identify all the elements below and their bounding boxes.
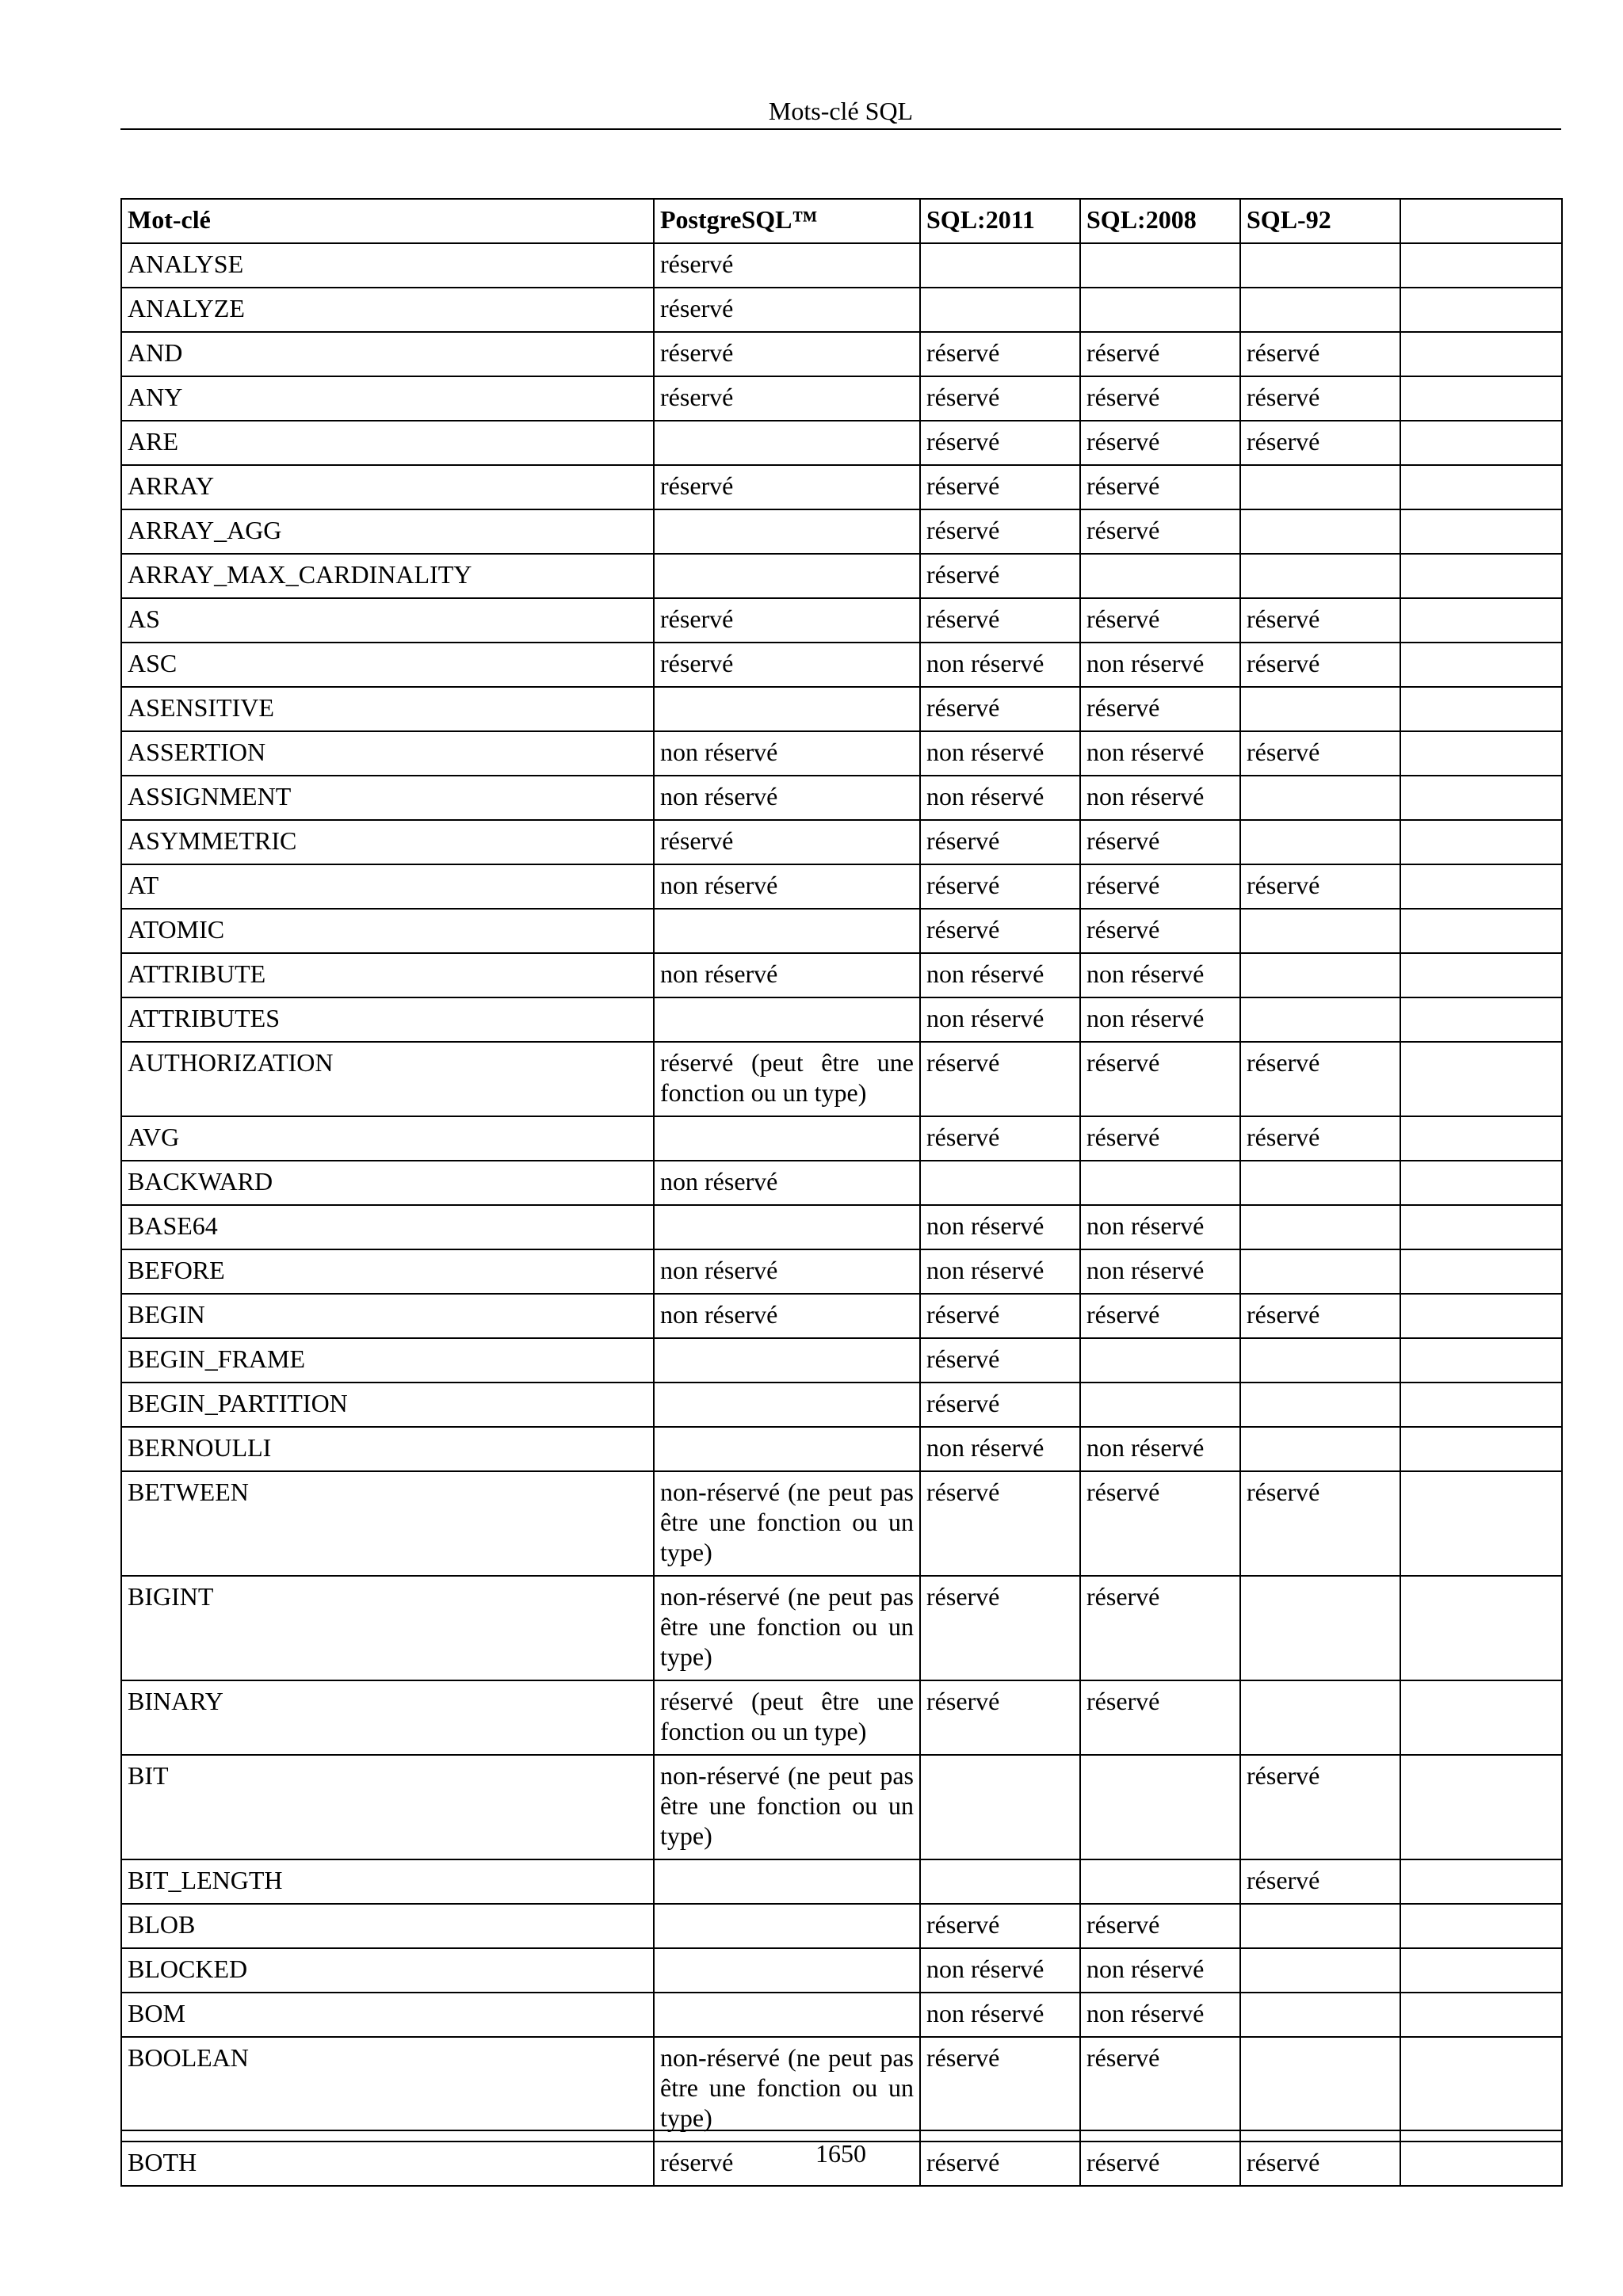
keyword-cell: BEFORE — [121, 1249, 654, 1294]
table-row — [121, 332, 1562, 376]
table-row — [121, 776, 1562, 820]
sql2011-cell: non réservé — [920, 997, 1080, 1042]
extra-cell — [1400, 376, 1562, 421]
extra-cell — [1400, 731, 1562, 776]
sql92-cell — [1240, 1948, 1400, 1993]
sql2008-cell — [1080, 1755, 1240, 1859]
sql92-cell: réservé — [1240, 643, 1400, 687]
sql2008-cell: réservé — [1080, 820, 1240, 864]
sql2011-cell: réservé — [920, 2142, 1080, 2186]
extra-cell — [1400, 643, 1562, 687]
keyword-cell: ARE — [121, 421, 654, 465]
sql-keywords-table — [120, 198, 1563, 2187]
extra-cell — [1400, 1948, 1562, 1993]
postgresql-cell — [654, 1205, 920, 1249]
keyword-cell: ASSIGNMENT — [121, 776, 654, 820]
extra-cell — [1400, 243, 1562, 288]
table-row — [121, 509, 1562, 554]
extra-cell — [1400, 909, 1562, 953]
table-row — [121, 1427, 1562, 1471]
sql2008-cell: réservé — [1080, 509, 1240, 554]
sql92-cell — [1240, 1338, 1400, 1383]
sql2008-cell: réservé — [1080, 1294, 1240, 1338]
keyword-cell: BLOCKED — [121, 1948, 654, 1993]
sql2008-cell: réservé — [1080, 465, 1240, 509]
postgresql-cell: non réservé — [654, 731, 920, 776]
sql2011-cell: réservé — [920, 1042, 1080, 1116]
sql2008-cell — [1080, 1383, 1240, 1427]
header-rule — [120, 128, 1561, 130]
sql2011-cell: non réservé — [920, 643, 1080, 687]
postgresql-cell: réservé — [654, 643, 920, 687]
sql2008-cell: réservé — [1080, 687, 1240, 731]
sql2008-cell — [1080, 1161, 1240, 1205]
postgresql-cell: non-réservé (ne peut pas être une fonction ou un type) — [654, 1576, 920, 1680]
column-header-keyword: Mot-clé — [121, 199, 654, 243]
keyword-cell: BEGIN_PARTITION — [121, 1383, 654, 1427]
sql2011-cell: réservé — [920, 598, 1080, 643]
keyword-cell: ASENSITIVE — [121, 687, 654, 731]
extra-cell — [1400, 465, 1562, 509]
extra-cell — [1400, 1427, 1562, 1471]
sql92-cell: réservé — [1240, 1294, 1400, 1338]
sql2008-cell: réservé — [1080, 1680, 1240, 1755]
keyword-cell: ARRAY_AGG — [121, 509, 654, 554]
column-header-sql92: SQL-92 — [1240, 199, 1400, 243]
postgresql-cell: non réservé — [654, 1294, 920, 1338]
postgresql-cell — [654, 1993, 920, 2037]
sql2011-cell: réservé — [920, 864, 1080, 909]
sql2008-cell: réservé — [1080, 598, 1240, 643]
keyword-cell: BERNOULLI — [121, 1427, 654, 1471]
sql2011-cell: réservé — [920, 1116, 1080, 1161]
sql92-cell — [1240, 1427, 1400, 1471]
keyword-cell: BASE64 — [121, 1205, 654, 1249]
table-body — [121, 243, 1562, 2186]
column-header-postgresql: PostgreSQL™ — [654, 199, 920, 243]
sql2011-cell: réservé — [920, 1338, 1080, 1383]
sql2011-cell: réservé — [920, 1576, 1080, 1680]
postgresql-cell: réservé — [654, 376, 920, 421]
postgresql-cell: réservé — [654, 288, 920, 332]
keyword-cell: BLOB — [121, 1904, 654, 1948]
sql92-cell: réservé — [1240, 421, 1400, 465]
sql2011-cell: réservé — [920, 554, 1080, 598]
table-row — [121, 1042, 1562, 1116]
extra-cell — [1400, 554, 1562, 598]
table-row — [121, 909, 1562, 953]
sql92-cell — [1240, 953, 1400, 997]
table-row — [121, 465, 1562, 509]
postgresql-cell: réservé (peut être une fonction ou un type) — [654, 1680, 920, 1755]
extra-cell — [1400, 864, 1562, 909]
postgresql-cell — [654, 909, 920, 953]
sql2011-cell — [920, 243, 1080, 288]
sql92-cell: réservé — [1240, 731, 1400, 776]
sql2008-cell: réservé — [1080, 864, 1240, 909]
keyword-cell: ATOMIC — [121, 909, 654, 953]
keyword-cell: ANALYSE — [121, 243, 654, 288]
sql2011-cell: réservé — [920, 909, 1080, 953]
keyword-cell: BEGIN — [121, 1294, 654, 1338]
extra-cell — [1400, 1042, 1562, 1116]
keyword-cell: BIT_LENGTH — [121, 1859, 654, 1904]
table-row — [121, 1338, 1562, 1383]
sql2008-cell: réservé — [1080, 2142, 1240, 2186]
sql2008-cell: réservé — [1080, 909, 1240, 953]
sql92-cell — [1240, 776, 1400, 820]
keyword-cell: AUTHORIZATION — [121, 1042, 654, 1116]
sql92-cell — [1240, 1904, 1400, 1948]
sql2008-cell: réservé — [1080, 1904, 1240, 1948]
sql2008-cell — [1080, 554, 1240, 598]
sql2008-cell: réservé — [1080, 421, 1240, 465]
postgresql-cell: non réservé — [654, 1249, 920, 1294]
extra-cell — [1400, 509, 1562, 554]
sql92-cell: réservé — [1240, 1859, 1400, 1904]
sql2008-cell — [1080, 243, 1240, 288]
sql2008-cell — [1080, 288, 1240, 332]
sql92-cell — [1240, 509, 1400, 554]
postgresql-cell: non réservé — [654, 1161, 920, 1205]
keyword-cell: BOOLEAN — [121, 2037, 654, 2142]
table-row — [121, 421, 1562, 465]
sql2011-cell: non réservé — [920, 1249, 1080, 1294]
sql92-cell: réservé — [1240, 1116, 1400, 1161]
sql2011-cell — [920, 1859, 1080, 1904]
keyword-cell: ASYMMETRIC — [121, 820, 654, 864]
footer-rule — [120, 2130, 1561, 2131]
sql2008-cell: non réservé — [1080, 1993, 1240, 2037]
extra-cell — [1400, 2037, 1562, 2142]
sql2011-cell — [920, 1755, 1080, 1859]
extra-cell — [1400, 1904, 1562, 1948]
sql92-cell — [1240, 465, 1400, 509]
sql2011-cell — [920, 1161, 1080, 1205]
keyword-cell: BOM — [121, 1993, 654, 2037]
column-header-sql2008: SQL:2008 — [1080, 199, 1240, 243]
sql92-cell — [1240, 288, 1400, 332]
sql2011-cell: réservé — [920, 465, 1080, 509]
postgresql-cell — [654, 1427, 920, 1471]
sql92-cell — [1240, 243, 1400, 288]
postgresql-cell — [654, 1859, 920, 1904]
sql2008-cell: réservé — [1080, 1042, 1240, 1116]
keyword-cell: BINARY — [121, 1680, 654, 1755]
sql2011-cell: réservé — [920, 1471, 1080, 1576]
postgresql-cell — [654, 997, 920, 1042]
sql2008-cell: réservé — [1080, 376, 1240, 421]
keyword-cell: ASC — [121, 643, 654, 687]
extra-cell — [1400, 1294, 1562, 1338]
sql2011-cell: non réservé — [920, 731, 1080, 776]
table-row — [121, 820, 1562, 864]
keyword-cell: ARRAY_MAX_CARDINALITY — [121, 554, 654, 598]
sql92-cell: réservé — [1240, 2142, 1400, 2186]
table-row — [121, 997, 1562, 1042]
sql2008-cell: non réservé — [1080, 997, 1240, 1042]
sql2008-cell: non réservé — [1080, 731, 1240, 776]
sql2008-cell: réservé — [1080, 1471, 1240, 1576]
table-row — [121, 288, 1562, 332]
keyword-cell: ATTRIBUTES — [121, 997, 654, 1042]
sql2011-cell: non réservé — [920, 1427, 1080, 1471]
table-row — [121, 1116, 1562, 1161]
sql2008-cell: non réservé — [1080, 1427, 1240, 1471]
column-header-sql2011: SQL:2011 — [920, 199, 1080, 243]
table-row — [121, 1993, 1562, 2037]
sql92-cell: réservé — [1240, 598, 1400, 643]
table-row — [121, 731, 1562, 776]
postgresql-cell — [654, 421, 920, 465]
sql2011-cell: non réservé — [920, 1205, 1080, 1249]
table-row — [121, 864, 1562, 909]
extra-cell — [1400, 598, 1562, 643]
sql2008-cell: non réservé — [1080, 776, 1240, 820]
sql92-cell — [1240, 1161, 1400, 1205]
postgresql-cell — [654, 687, 920, 731]
keyword-cell: AND — [121, 332, 654, 376]
table-row — [121, 1471, 1562, 1576]
extra-cell — [1400, 820, 1562, 864]
table-row — [121, 1205, 1562, 1249]
postgresql-cell: non-réservé (ne peut pas être une fonction ou un type) — [654, 1755, 920, 1859]
table-row — [121, 598, 1562, 643]
extra-cell — [1400, 1205, 1562, 1249]
sql92-cell — [1240, 1993, 1400, 2037]
keyword-cell: ATTRIBUTE — [121, 953, 654, 997]
table-row — [121, 376, 1562, 421]
sql92-cell — [1240, 1576, 1400, 1680]
sql2011-cell: réservé — [920, 2037, 1080, 2142]
keyword-cell: ASSERTION — [121, 731, 654, 776]
keyword-cell: ARRAY — [121, 465, 654, 509]
table-row — [121, 1383, 1562, 1427]
sql2011-cell: non réservé — [920, 1948, 1080, 1993]
table-row — [121, 643, 1562, 687]
postgresql-cell — [654, 1904, 920, 1948]
sql2011-cell: réservé — [920, 1383, 1080, 1427]
sql2011-cell — [920, 288, 1080, 332]
postgresql-cell: réservé — [654, 598, 920, 643]
sql92-cell: réservé — [1240, 864, 1400, 909]
keyword-cell: ANALYZE — [121, 288, 654, 332]
column-header-extra — [1400, 199, 1562, 243]
sql92-cell — [1240, 1383, 1400, 1427]
table-header-row — [121, 199, 1562, 243]
sql2008-cell: non réservé — [1080, 1205, 1240, 1249]
sql92-cell: réservé — [1240, 376, 1400, 421]
sql2011-cell: réservé — [920, 1904, 1080, 1948]
sql92-cell: réservé — [1240, 1042, 1400, 1116]
postgresql-cell — [654, 1338, 920, 1383]
extra-cell — [1400, 1161, 1562, 1205]
sql2011-cell: non réservé — [920, 953, 1080, 997]
sql2011-cell: réservé — [920, 376, 1080, 421]
sql2011-cell: réservé — [920, 687, 1080, 731]
extra-cell — [1400, 332, 1562, 376]
table-row — [121, 243, 1562, 288]
extra-cell — [1400, 1338, 1562, 1383]
table-row — [121, 1755, 1562, 1859]
postgresql-cell: réservé — [654, 2142, 920, 2186]
extra-cell — [1400, 1680, 1562, 1755]
sql2011-cell: réservé — [920, 1294, 1080, 1338]
table-row — [121, 1680, 1562, 1755]
sql2008-cell: réservé — [1080, 1576, 1240, 1680]
table-row — [121, 1161, 1562, 1205]
extra-cell — [1400, 1383, 1562, 1427]
table-row — [121, 1249, 1562, 1294]
postgresql-cell: non réservé — [654, 953, 920, 997]
postgresql-cell: réservé — [654, 465, 920, 509]
sql2008-cell: réservé — [1080, 332, 1240, 376]
sql92-cell: réservé — [1240, 1755, 1400, 1859]
postgresql-cell — [654, 509, 920, 554]
extra-cell — [1400, 1116, 1562, 1161]
sql2008-cell: non réservé — [1080, 1948, 1240, 1993]
postgresql-cell — [654, 1383, 920, 1427]
table-row — [121, 1859, 1562, 1904]
keyword-cell: BETWEEN — [121, 1471, 654, 1576]
sql2011-cell: réservé — [920, 421, 1080, 465]
sql92-cell — [1240, 1680, 1400, 1755]
sql2011-cell: réservé — [920, 509, 1080, 554]
extra-cell — [1400, 1249, 1562, 1294]
extra-cell — [1400, 1755, 1562, 1859]
extra-cell — [1400, 1471, 1562, 1576]
sql2008-cell: non réservé — [1080, 1249, 1240, 1294]
table-row — [121, 1576, 1562, 1680]
sql92-cell — [1240, 687, 1400, 731]
sql2008-cell: réservé — [1080, 1116, 1240, 1161]
table-row — [121, 687, 1562, 731]
sql92-cell — [1240, 1205, 1400, 1249]
table-row — [121, 1294, 1562, 1338]
sql92-cell — [1240, 909, 1400, 953]
keyword-cell: BACKWARD — [121, 1161, 654, 1205]
sql92-cell — [1240, 997, 1400, 1042]
keyword-cell: AS — [121, 598, 654, 643]
keyword-cell: AVG — [121, 1116, 654, 1161]
table-row — [121, 953, 1562, 997]
extra-cell — [1400, 1993, 1562, 2037]
postgresql-cell: réservé (peut être une fonction ou un type) — [654, 1042, 920, 1116]
sql92-cell — [1240, 2037, 1400, 2142]
sql2011-cell: non réservé — [920, 1993, 1080, 2037]
postgresql-cell: réservé — [654, 332, 920, 376]
sql92-cell: réservé — [1240, 1471, 1400, 1576]
extra-cell — [1400, 687, 1562, 731]
extra-cell — [1400, 953, 1562, 997]
table-row — [121, 1948, 1562, 1993]
extra-cell — [1400, 776, 1562, 820]
postgresql-cell: non réservé — [654, 776, 920, 820]
sql2011-cell: réservé — [920, 1680, 1080, 1755]
extra-cell — [1400, 1576, 1562, 1680]
sql92-cell — [1240, 820, 1400, 864]
keyword-cell: BEGIN_FRAME — [121, 1338, 654, 1383]
page-number: 1650 — [815, 2139, 866, 2168]
sql2008-cell — [1080, 1859, 1240, 1904]
postgresql-cell — [654, 554, 920, 598]
table-row — [121, 554, 1562, 598]
extra-cell — [1400, 1859, 1562, 1904]
sql2008-cell: réservé — [1080, 2037, 1240, 2142]
sql92-cell — [1240, 1249, 1400, 1294]
sql2011-cell: réservé — [920, 820, 1080, 864]
extra-cell — [1400, 421, 1562, 465]
table-row — [121, 2037, 1562, 2142]
sql92-cell: réservé — [1240, 332, 1400, 376]
postgresql-cell: non réservé — [654, 864, 920, 909]
sql2008-cell: non réservé — [1080, 953, 1240, 997]
postgresql-cell: non-réservé (ne peut pas être une fonction ou un type) — [654, 1471, 920, 1576]
keyword-cell: BIT — [121, 1755, 654, 1859]
keyword-cell: BOTH — [121, 2142, 654, 2186]
extra-cell — [1400, 288, 1562, 332]
table-row — [121, 1904, 1562, 1948]
postgresql-cell — [654, 1948, 920, 1993]
sql2011-cell: réservé — [920, 332, 1080, 376]
sql2011-cell: non réservé — [920, 776, 1080, 820]
postgresql-cell: non-réservé (ne peut pas être une fonction ou un type) — [654, 2037, 920, 2142]
running-header: Mots-clé SQL — [768, 97, 914, 125]
postgresql-cell: réservé — [654, 820, 920, 864]
keyword-cell: AT — [121, 864, 654, 909]
extra-cell — [1400, 997, 1562, 1042]
keyword-cell: ANY — [121, 376, 654, 421]
keyword-cell: BIGINT — [121, 1576, 654, 1680]
sql92-cell — [1240, 554, 1400, 598]
postgresql-cell: réservé — [654, 243, 920, 288]
sql2008-cell — [1080, 1338, 1240, 1383]
sql2008-cell: non réservé — [1080, 643, 1240, 687]
postgresql-cell — [654, 1116, 920, 1161]
